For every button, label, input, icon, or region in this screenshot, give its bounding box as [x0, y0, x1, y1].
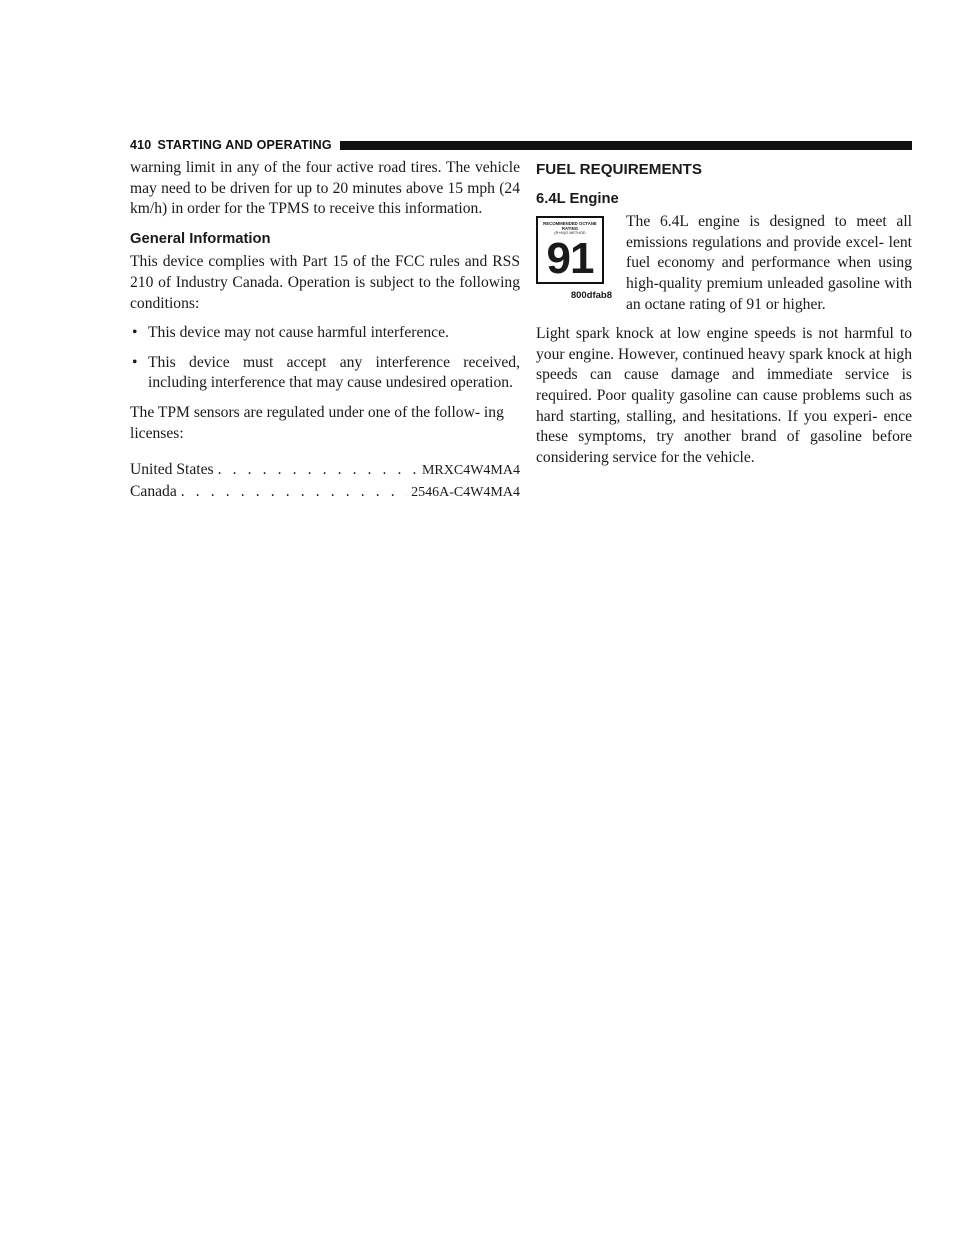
fuel-requirements-heading: FUEL REQUIREMENTS	[536, 161, 702, 178]
conditions-list	[130, 323, 520, 394]
section-title: STARTING AND OPERATING	[157, 138, 332, 152]
license-table	[130, 460, 520, 503]
license-code: 2546A-C4W4MA4	[411, 484, 520, 500]
octane-method: (R+M)/2 METHOD	[554, 231, 586, 236]
list-item: • This device must accept any interference received, including interference that may cause undesired operation.	[130, 353, 520, 394]
octane-rating-label	[536, 216, 604, 284]
page-header	[130, 136, 912, 154]
octane-number: 91	[546, 234, 594, 284]
header-rule	[340, 141, 912, 150]
engine-section	[536, 212, 912, 324]
general-information-heading: General Information	[130, 230, 271, 247]
fcc-compliance-paragraph: This device complies with Part 15 of the FCC rules and RSS 210 of Industry Canada. Operation is subject to the following conditions:	[130, 253, 520, 312]
engine-subheading: 6.4L Engine	[536, 190, 619, 207]
license-region: Canada	[130, 482, 177, 500]
leader-dots	[218, 460, 418, 481]
spark-knock-paragraph: Light spark knock at low engine speeds is not harmful to your engine. However, continued heavy spark knock at high speeds can cause damage and immediate service is required. Poor quality gasoline can cause problems such as hard starting, stalling, and hesitations. If you experi- ence these symptoms, try another brand of gasoline before considering service for the vehicle.	[536, 325, 912, 466]
page-number: 410	[130, 138, 152, 152]
license-code: MRXC4W4MA4	[421, 463, 520, 479]
octane-rating-figure	[536, 216, 614, 307]
engine-fuel-paragraph: The 6.4L engine is designed to meet all emissions regulations and provide excel- lent fuel economy and performance when using high-quality premium unleaded gasoline with an octane rating of 91 or higher.	[626, 213, 912, 313]
license-row	[130, 460, 520, 482]
octane-caption: RECOMMENDED OCTANE RATING	[543, 221, 597, 232]
list-item: • This device may not cause harmful interference.	[130, 323, 520, 344]
leader-dots	[181, 482, 407, 503]
license-region: United States	[130, 461, 214, 479]
left-column	[130, 158, 520, 503]
right-column	[536, 158, 912, 477]
license-row	[130, 482, 520, 504]
figure-code: 800dfab8	[570, 290, 612, 302]
licenses-paragraph: The TPM sensors are regulated under one of the follow- ing licenses:	[130, 403, 504, 442]
tpms-intro-paragraph: warning limit in any of the four active road tires. The vehicle may need to be driven for up to 20 minutes above 15 mph (24 km/h) in order for the TPMS to receive this information.	[130, 159, 520, 218]
